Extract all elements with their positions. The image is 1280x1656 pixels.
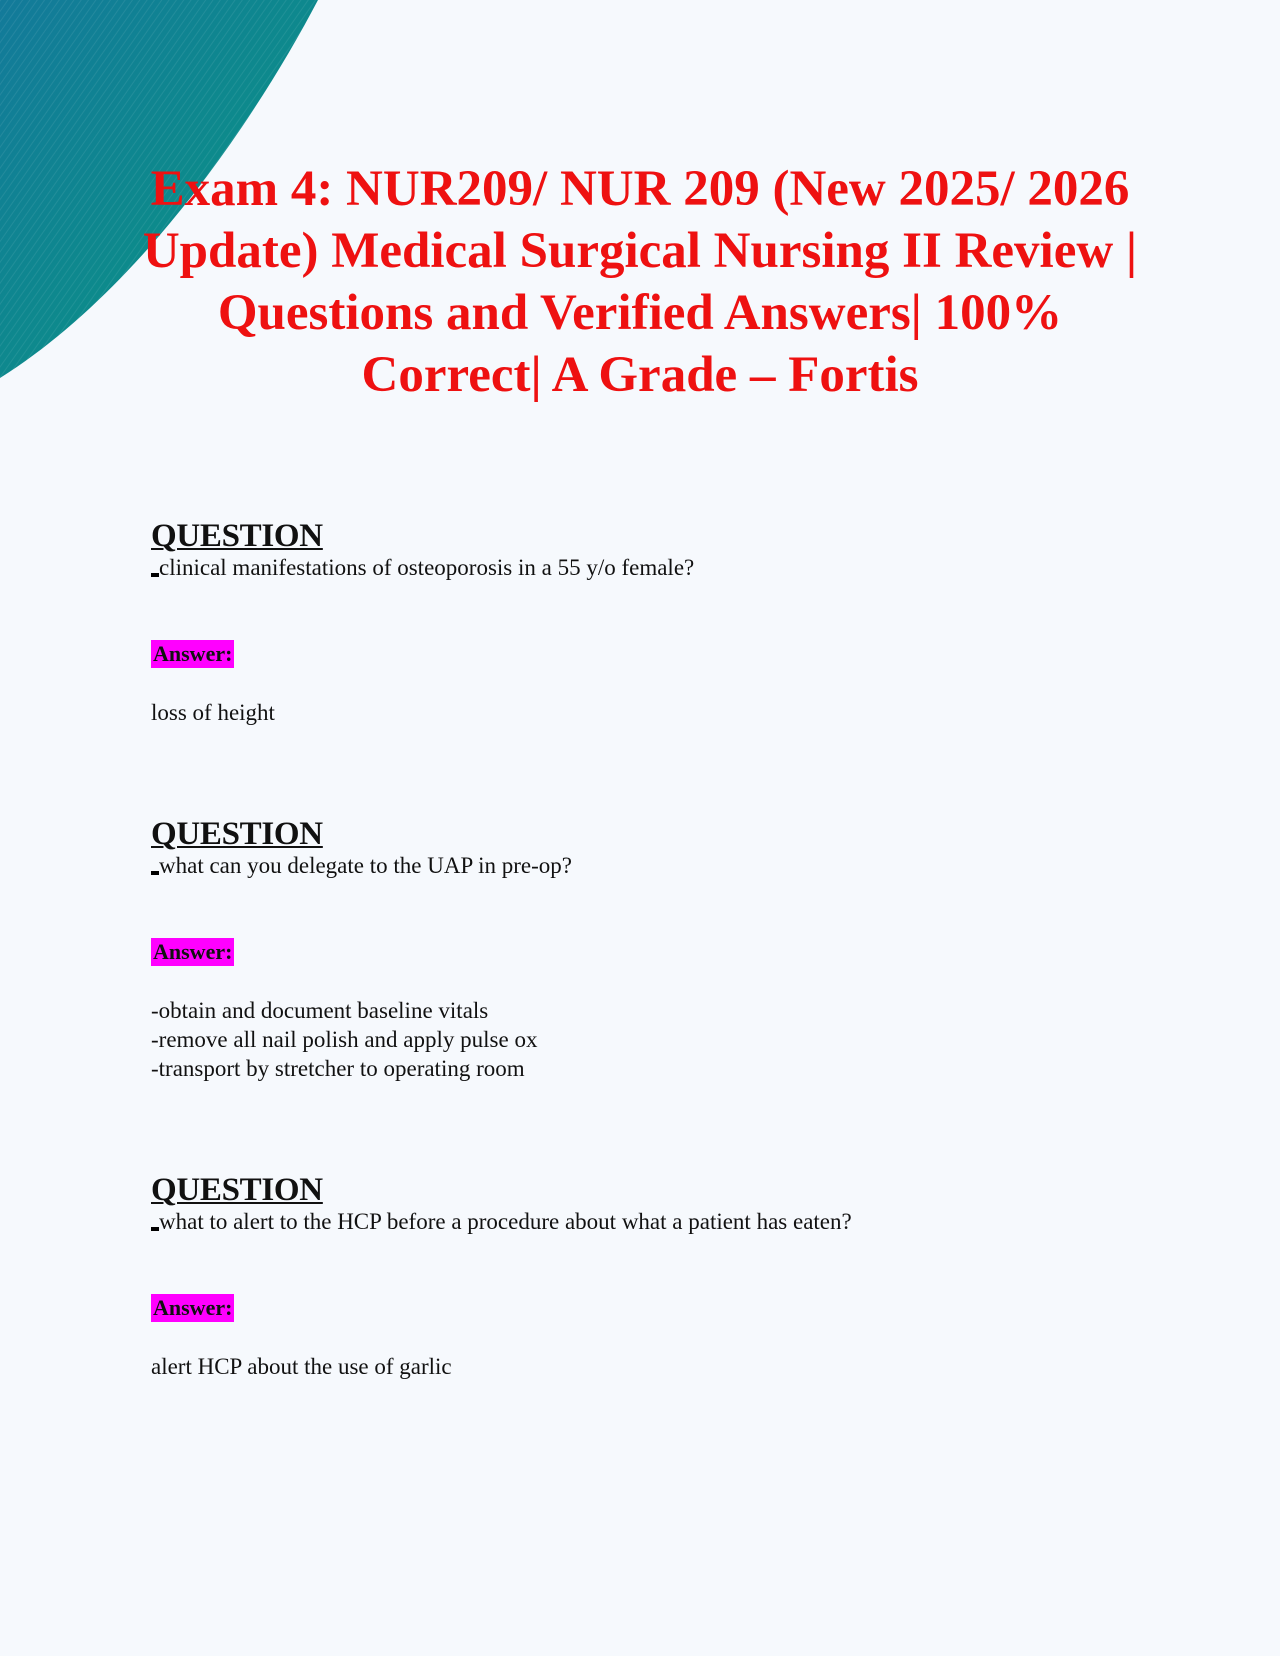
question-marker [151, 573, 159, 577]
qa-block-2 [151, 816, 1151, 1081]
qa-block-3 [151, 1172, 1151, 1379]
question-heading: QUESTION [151, 518, 323, 554]
answer-line: -transport by stretcher to operating room [151, 1056, 525, 1081]
question-text-wrapper [151, 554, 1151, 582]
question-marker [151, 871, 159, 875]
question-marker [151, 1227, 159, 1231]
qa-block-1 [151, 518, 1151, 725]
answer-line: loss of height [151, 700, 275, 725]
question-text: clinical manifestations of osteoporosis in a 55 y/o female? [159, 555, 695, 580]
question-text-wrapper [151, 1208, 1151, 1236]
answer-text [151, 1352, 452, 1381]
question-text: what can you delegate to the UAP in pre-op? [159, 853, 573, 878]
answer-line: alert HCP about the use of garlic [151, 1354, 452, 1379]
question-text: what to alert to the HCP before a procedure about what a patient has eaten? [159, 1209, 852, 1234]
answer-label: Answer: [153, 641, 233, 666]
answer-text [151, 698, 275, 727]
question-heading: QUESTION [151, 1172, 323, 1208]
question-text-wrapper [151, 852, 1151, 880]
answer-label: Answer: [153, 939, 233, 964]
document-title: Exam 4: NUR209/ NUR 209 (New 2025/ 2026 Update) Medical Surgical Nursing II Review | Questions and Verified Answers| 100% Correct| A Grade – Fortis [142, 161, 1138, 403]
question-heading: QUESTION [151, 816, 323, 852]
answer-line: -remove all nail polish and apply pulse ox [151, 1027, 538, 1052]
answer-line: -obtain and document baseline vitals [151, 998, 489, 1023]
answer-text [151, 996, 537, 1083]
answer-label: Answer: [153, 1295, 233, 1320]
